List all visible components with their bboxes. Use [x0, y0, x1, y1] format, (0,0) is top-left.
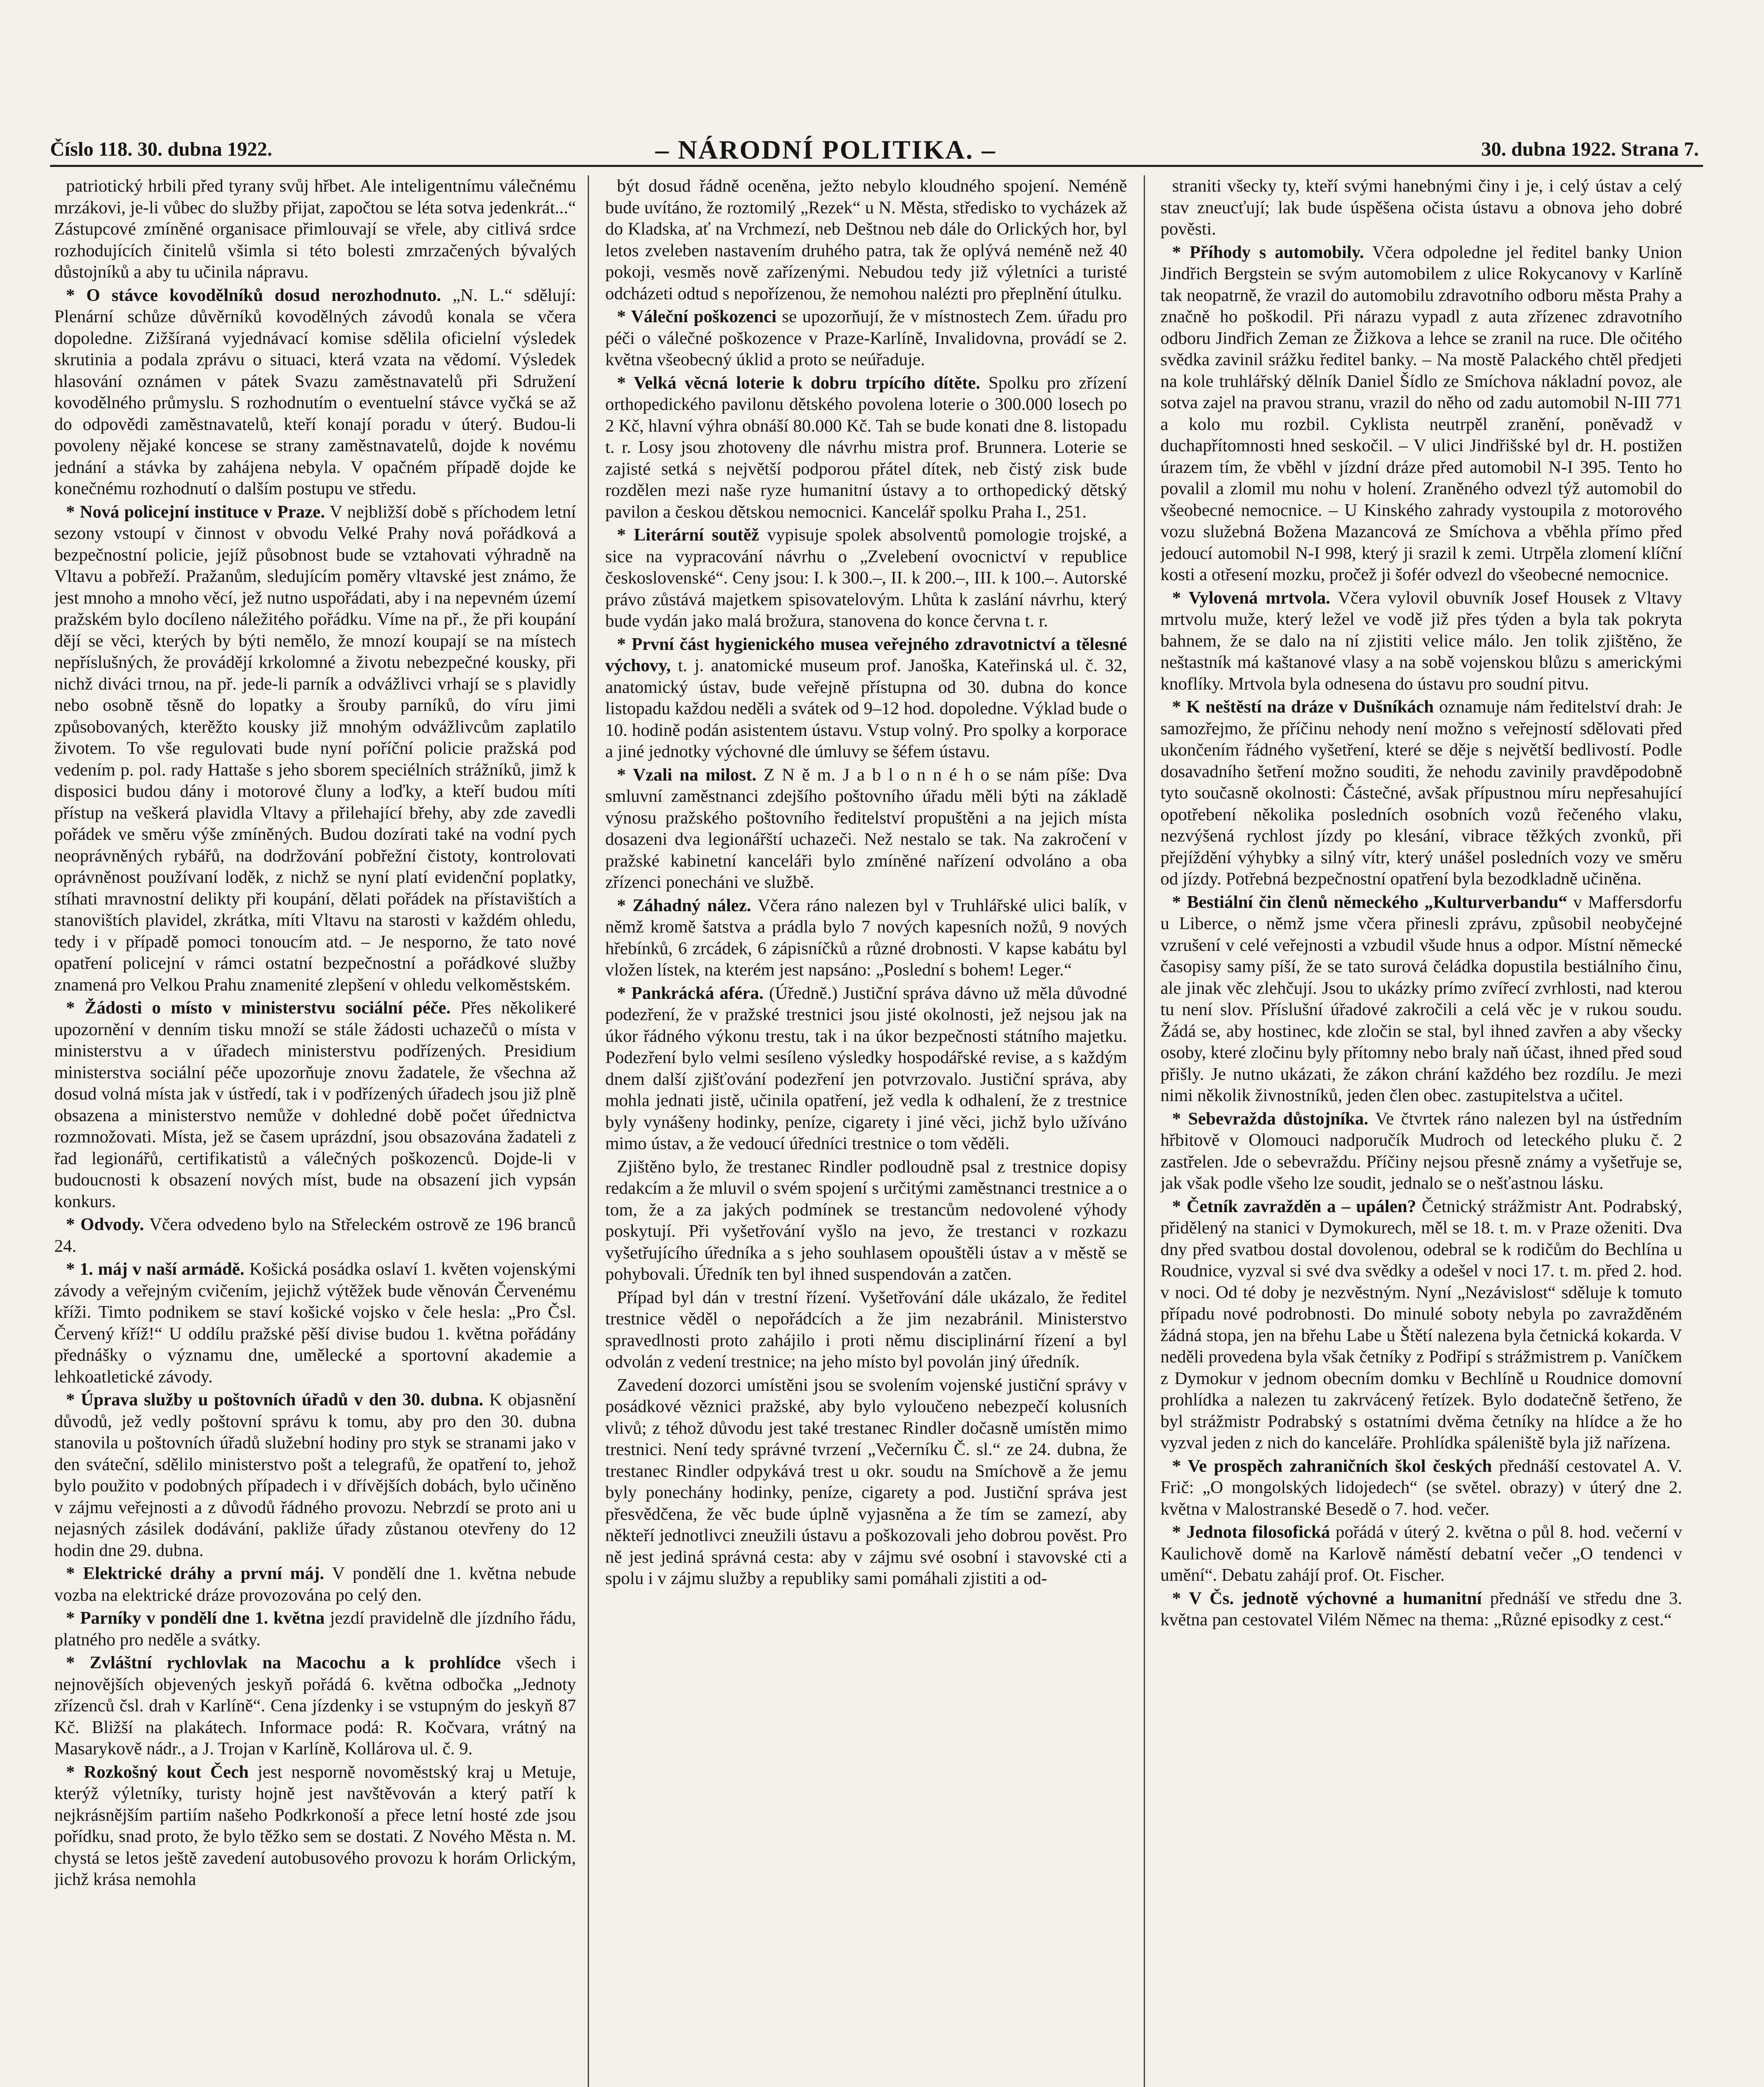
article-paragraph	[605, 895, 1127, 981]
article-paragraph	[605, 372, 1127, 523]
article-text: K objasnění důvodů, jež vedly poštovní správu k tomu, aby pro den 30. dubna stanovila u poštovních úřadů služební hodiny pro styk se stranami jako v den sváteční, sdělilo ministerstvo pošt a telegrafů, že opatření to, jehož bylo použito v podobných případech i v dřívějších dobách, bylo učiněno v zájmu veřejnosti a z důvodů řádného provozu. Nebrzdí se proto ani u nejasných zásilek dodávání, pakliže úřady zůstanou otevřeny do 12 hodin dne 29. dubna.	[54, 1390, 576, 1560]
article-heading: * Váleční poškozenci	[617, 307, 777, 326]
article-paragraph	[54, 1214, 576, 1257]
article-text: Ve čtvrtek ráno nalezen byl na ústředním hřbitově v Olomouci nadporučík Mudroch od leteckého pluku č. 2 zastřelen. Jde o sebevraždu. Příčiny nejsou přesně známy a vyšetřuje se, jak však podle všeho lze soudit, jednalo se o nešťastnou lásku.	[1160, 1109, 1682, 1193]
article-text: Spolku pro zřízení orthopedického pavilonu dětského povolena loterie o 300.000 losech po 2 Kč, hlavní výhra obnáší 80.000 Kč. Tah se bude konati dne 8. listopadu t. r. Losy jsou zhotoveny dle návrhu mistra prof. Brunnera. Loterie se zajisté setká s největší podporou přátel dítek, neb čistý zisk bude rozdělen mezi naše ryze humanitní ústavy a to orthopedický dětský pavilon a českou dětskou nemocnici. Kancelář spolku Praha I., 251.	[605, 373, 1127, 522]
article-paragraph	[1160, 1588, 1682, 1631]
article-heading: * Vylovená mrtvola.	[1172, 588, 1330, 608]
article-heading: * Odvody.	[66, 1215, 144, 1234]
article-text: Košická posádka oslaví 1. květen vojenskými závody a veřejným cvičením, jejichž výtěžek bude věnován Červenému kříži. Timto podnikem se staví košické vojsko v čele hesla: „Pro Čsl. Červený kříž!“ U oddílu pražské pěší divise budou 1. května pořádány přednášky o významu dne, umělecké a sportovní akademie a lehkoatletické závody.	[54, 1259, 576, 1387]
article-paragraph	[54, 1652, 576, 1760]
newspaper-title: – NÁRODNÍ POLITIKA. –	[655, 135, 996, 164]
column-1	[54, 175, 576, 2087]
article-heading: * Četník zavražděn a – upálen?	[1172, 1196, 1416, 1216]
article-paragraph	[54, 997, 576, 1212]
article-text: straniti všecky ty, kteří svými hanebnými činy i je, i celý ústav a celý stav zneucťují; lak bude úspěšena očista ústavu a obnova jeho dobré pověsti.	[1160, 176, 1682, 239]
date-page: 30. dubna 1922. Strana 7.	[1481, 138, 1699, 160]
article-heading: * Rozkošný kout Čech	[66, 1762, 249, 1782]
article-heading: * Nová policejní instituce v Praze.	[66, 502, 325, 522]
article-text: pořádá v úterý 2. května o půl 8. hod. večerní v Kaulichově domě na Karlově náměstí debatní večer „O tendenci v umění“. Debatu zahájí prof. Ot. Fischer.	[1160, 1522, 1682, 1585]
article-heading: * K neštěstí na dráze v Dušníkách	[1172, 697, 1434, 717]
article-text: Včera vylovil obuvník Josef Housek z Vltavy mrtvolu muže, který ležel ve vodě již přes týden a byla tak pokryta bahnem, že se dalo na ní zjistiti velice málo. Jen tolik zjištěno, že neštastník má kaštanové vlasy a na sobě vojenskou blůzu s americkými knoflíky. Mrtvola byla odnesena do ústavu pro soudní pitvu.	[1160, 588, 1682, 694]
article-paragraph	[605, 1156, 1127, 1285]
article-heading: * O stávce kovodělníků dosud nerozhodnuto.	[66, 285, 441, 305]
article-heading: * Velká věcná loterie k dobru trpícího dítěte.	[617, 373, 981, 393]
article-text: jest nesporně novoměstský kraj u Metuje, kterýž výletníky, turisty hojně jest navštěvován a který patří k nejkrásnějším partiím našeho Podkrkonoší a přece letní hosté zde jsou pořídku, snad proto, že bylo těžko sem se dostati. Z Nového Města n. M. chystá se letos ještě zavedení autobusového provozu k horám Orlickým, jichž krása nemohla	[54, 1762, 576, 1889]
article-text: „N. L.“ sdělují: Plenární schůze důvěrníků kovodělných závodů konala se včera dopoledne. Zižšíraná vyjednávací komise sdělila oficielní výsledek skrutinia a podala zprávu o situaci, která vzata na vědomí. Výsledek hlasování oznámen v pátek Svazu zaměstnavatelů při Sdružení kovodělného průmyslu. S rozhodnutím o eventuelní stávce vyčká se až do odpovědi zaměstnavatelů, kteří konají poradu v úterý. Budou-li povoleny nějaké koncese se strany zaměstnavatelů, dojde k novému jednání a stávka by zahájena nebyla. V opačném případě dojde ke konečnému rozhodnutí o dalším postupu ve středu.	[54, 285, 576, 498]
article-text: Přes několikeré upozornění v denním tisku množí se stále žádosti uchazečů o místa v ministerstvu a v úřadech ministerstvu podřízených. Presidium ministerstva sociální péče upozorňuje znovu žadatele, že všechna až dosud volná místa jak v ústředí, tak i v podřízených úřadech jsou již plně obsazena a ministerstvo nemůže v dohledné době počet úřednictva rozmnožovati. Místa, jež se časem uprázdní, jsou obsazována žadateli z řad legionářů, certifikatistů a válečných poškozenců. Dojde-li v budoucnosti k obsazení nových míst, bude na obsazení jich vypsán konkurs.	[54, 998, 576, 1211]
article-heading: * Zvláštní rychlovlak na Macochu a k prohlídce	[66, 1653, 501, 1673]
article-text: V nejbližší době s příchodem letní sezony vstoupí v činnost v obvodu Velké Prahy nová pořádková a bezpečnostní policie, jejíž působnost bude se vztahovati výhradně na Vltavu a pobřeží. Pražanům, sledujícím poměry vltavské jest známo, že jest mnoho a mnoho věcí, jež nutno uspořádati, aby i na nepevném území pražském bylo docíleno náležitého pořádku. Víme na př., že při koupání dějí se věci, kterých by býti nemělo, že mnozí koupají se na místech nepříslušných, že provádějí krkolomné a životu nebezpečné kousky, při nichž diváci trnou, na př. jede-li parník a odvážlivci vrhají se s plavidly nebo osobně těsně do lopatky a šrouby parníků, do víru jimi způsobovaných, kterěžto kousky již mnohým odvážlivcům zaplatilo životem. To vše regulovati bude nyní poříční policie pražská pod vedením p. pol. rady Hattaše s jeho sborem speciélních strážníků, jimž k disposici budou dány i motorové čluny a loďky, a kteří budou míti přístup na veškerá plavidla Vltavy a přilehající břehy, aby zde zavedli pořádek ve směru výše zmíněných. Budou dozírati také na vodní pych neoprávněných rybářů, na dodržování pobřežní čistoty, kontrolovati oprávněnost používaní loděk, z nichž se nyní platí evidenční poplatky, stíhati mravnostní delikty při koupání, dělati pořádek na přístavištích a stanovištích plavidel, zkrátka, míti Vltavu na starosti v každém ohledu, tedy i v případě pomoci tonoucím atd. – Je nesporno, že tato nové opatření policejní v rámci ostatní bezpečnostní a pořádkové služby znamená pro Velkou Prahu znamenité zlepšení v ohledu velkoměstském.	[54, 502, 576, 995]
article-paragraph	[605, 175, 1127, 304]
column-3	[1160, 175, 1682, 2087]
article-text: jezdí pravidelně dle jízdního řádu, platného pro neděle a svátky.	[54, 1608, 576, 1650]
article-paragraph	[54, 285, 576, 500]
article-text: všech i nejnovějších objevených jeskyň pořádá 6. května odbočka „Jednoty zřízenců čsl. drah v Karlíně“. Cena jízdenky i se vstupným do jeskyň 87 Kč. Bližší na plakátech. Informace podá: R. Kočvara, vrátný na Masarykově nádr., a J. Trojan v Karlíně, Kollárova ul. č. 9.	[54, 1653, 576, 1759]
article-paragraph	[54, 1258, 576, 1387]
article-text: Včera ráno nalezen byl v Truhlářské ulici balík, v němž kromě šatstva a prádla bylo 7 nových kapesních nožů, 9 nových hřebínků, 6 zrcádek, 6 zápisníčků a různé drobnosti. V kapse kabátu byl vložen lístek, na kterém jest napsáno: „Poslední s bohem! Leger.“	[605, 895, 1127, 980]
article-text: Četnický strážmistr Ant. Podrabský, přidělený na stanici v Dymokurech, měl se 18. t. m. v Praze oženiti. Dva dny před svatbou dostal dovolenou, odebral se k rodičům do Bechlína u Roudnice, vyzval si své dva svědky a odešel v noci 17. t. m. před 2. hod. v noci. Od té doby je nezvěstným. Nyní „Nezávislost“ sděluje k tomuto případu nové podrobnosti. Do minulé soboty nebyla po zavražděném žádná stopa, jen na břehu Labe u Štětí nalezena byla četnická kokarda. V neděli provedena byla však četníky z Podřipí s strážmistrem p. Vaníčkem z Dymokur v jednom obecním domku v Bechlíně u Roudnice domovní prohlídka a nalezen tu zakrvácený řetízek. Bylo dodatečně šetřeno, že byl strážmistr Podrabský s ostatními dvěma četníky na hlídce a že ho vyzval jeden z nich do kanceláře. Prohlídka spáleniště byla již nařízena.	[1160, 1196, 1682, 1453]
article-text: Z N ě m. J a b l o n n é h o se nám píše: Dva smluvní zaměstnanci zdejšího poštovního úřadu měli býti na základě výnosu pražského poštovního ředitelství propuštěni a na jejich místa dosazeni dva legionářští uchazeči. Než nestalo se tak. Na zakročení v pražské kabinetní kanceláři bylo zmíněné nařízení odvoláno a oba zřízenci ponecháni ve službě.	[605, 765, 1127, 892]
article-heading: * První část hygienického musea veřejného zdravotnictví a tělesné výchovy,	[605, 634, 1127, 675]
article-heading: * Ve prospěch zahraničních škol českých	[1172, 1456, 1492, 1476]
article-paragraph	[605, 524, 1127, 632]
article-heading: * V Čs. jednotě výchovné a humanitní	[1172, 1588, 1482, 1608]
article-text: se upozorňují, že v místnostech Zem. úřadu pro péči o válečné poškozence v Praze-Karlíně, Invalidovna, provádí se 2. května všeobecný úklid a proto se neúřaduje.	[605, 307, 1127, 369]
article-heading: * Elektrické dráhy a první máj.	[66, 1564, 324, 1583]
article-paragraph	[605, 634, 1127, 763]
column-separator	[1144, 175, 1145, 2087]
article-text: oznamuje nám ředitelství drah: Je samozřejmo, že příčinu nehody není možno s veřejností sdělovati před ukončením řádného vyšetření, které se děje s největší bedlivostí. Podle dosavadního šetření možno souditi, že nehodu zavinily pravděpodobně tyto současně okolnosti: Částečné, avšak přípustnou míru nepřesahující opotřebení několika posledních osobních vozů řečeného vlaku, nezvýšená rychlost jízdy po klesání, vibrace těžkých zvonků, při přejíždění výhybky a silný vítr, který unášel posledních vozy ve směru od jízdy. Potřebná bezpečnostní opatření byla bezodkladně učiněna.	[1160, 697, 1682, 889]
article-text: Včera odpoledne jel ředitel banky Union Jindřich Bergstein se svým automobilem z ulice Rokycanovy v Karlíně tak neopatrně, že vrazil do automobilu zdravotního odboru města Prahy a značně ho poškodil. Při nárazu vypadl z auta zřízenec zdravotního odboru Jindřich Zeman ze Žižkova a lehce se zranil na ruce. Dle očitého svědka zavinil srážku ředitel banky. – Na mostě Palackého chtěl předjeti na kole truhlářský dělník Daniel Šídlo ze Smíchova nákladní povoz, ale sotva zajel na pravou stranu, vrazil do něho od zadu automobil N-III 771 a kolo mu rozbil. Cyklista neutrpěl zranění, poněvadž v duchapřítomnosti hned seskočil. – V ulici Jindřišské byl dr. H. postižen úrazem tím, že vběhl v jízdní dráze před automobil N-I 395. Tento ho povalil a zlomil mu nohu v holení. Zraněného odvezl týž automobil do všeobecné nemocnice. – U Kinského zahrady vystoupila z motorového vozu služebná Božena Mazancová ze Smíchova a vběhla přímo před jedoucí automobil N-I 998, který ji srazil k zemi. Utrpěla zlomení klíční kosti a otřesení mozku, pročež ji šofér odvezl do všeobecné nemocnice.	[1160, 242, 1682, 584]
article-paragraph	[1160, 587, 1682, 695]
article-heading: * 1. máj v naší armádě.	[66, 1259, 245, 1279]
issue-number: Číslo 118. 30. dubna 1922.	[50, 138, 273, 160]
article-paragraph	[605, 1287, 1127, 1373]
article-text: V pondělí dne 1. května nebude vozba na elektrické dráze provozována po celý den.	[54, 1564, 576, 1605]
article-text: vypisuje spolek absolventů pomologie trojské, a sice na vypracování návrhu o „Zvelebení ovocnictví v republice československé“. Ceny jsou: I. k 300.–, II. k 200.–, III. k 100.–. Autorské právo zůstává majetkem spisovatelovým. Lhůta k zaslání návrhu, který bude vydán jako malá brožura, stanovena do konce června t. r.	[605, 525, 1127, 631]
column-2	[605, 175, 1127, 2087]
masthead-rule	[50, 165, 1703, 167]
article-text: přednáší cestovatel A. V. Frič: „O mongolských lidojedech“ (se světel. obrazy) v úterý dne 2. května v Malostranské Besedě o 7. hod. večer.	[1160, 1456, 1682, 1519]
article-paragraph	[1160, 175, 1682, 240]
article-text: být dosud řádně oceněna, ježto nebylo kloudného spojení. Neméně bude uvítáno, že roztomilý „Rezek“ u N. Města, středisko to vycházek až do Kladska, ať na Vrchmezí, neb Deštnou neb dále do Orlických hor, byl letos zveleben nastavením druhého patra, tak že oplývá neméně než 40 pokoji, vesměs nově zařízenými. Nebudou tedy již výletníci a turisté odcházeti odtud s nepořízenou, že nemohou nalézti pro přeplnění útulku.	[605, 176, 1127, 303]
article-heading: * Záhadný nález.	[617, 895, 751, 915]
article-text: Zavedení dozorci umístěni jsou se svolením vojenské justiční správy v posádkové věznici pražské, aby bylo vyloučeno nebezpečí kolusních vlivů; z téhož důvodu jest také trestanec Rindler dočasně umístěn mimo trestnici. Není tedy správné tvrzení „Večerníku Č. sl.“ ze 24. dubna, že trestanec Rindler odpykává trest u okr. soudu na Smíchově a že jemu byly ponechány hodinky, peníze, cigarety a pod. Justiční správa jest přesvědčena, že věc bude úplně vyjasněna a že tím se zamezí, aby někteří jednotlivci zneužili ústavu a poškozovali jeho dobrou pověst. Pro ně jest jediná správná cesta: aby v zájmu své osobní i stavovské cti a spolu i v zájmu služby a republiky sami pomáhali zjistiti a od-	[605, 1375, 1127, 1588]
article-paragraph	[54, 501, 576, 996]
article-text: Zjištěno bylo, že trestanec Rindler podloudně psal z trestnice dopisy redakcím a že mluvil o svém spojení s určitými zaměstnanci trestnice a o tom, že a za jakých podmínek se trestancům nedovolené výhody poskytují. Při vyšetřování vyšlo na jevo, že trestanci v rozkazu vyšetřujícího úředníka a s jeho souhlasem opouštěli ústav a v městě se pohybovali. Úředník ten byl ihned suspendován a zatčen.	[605, 1157, 1127, 1284]
article-text: přednáší ve středu dne 3. května pan cestovatel Vilém Němec na thema: „Různé episodky z cest.“	[1160, 1588, 1682, 1630]
article-paragraph	[54, 1563, 576, 1606]
article-heading: * Příhody s automobily.	[1172, 242, 1364, 262]
article-heading: * Sebevražda důstojníka.	[1172, 1109, 1369, 1129]
article-paragraph	[54, 1607, 576, 1650]
article-text: v Maffersdorfu u Liberce, o němž jsme včera přinesli zprávu, způsobil neobyčejné vzrušení v celé veřejnosti a vzbudil všude hnus a odpor. Místní německé časopisy samy píší, že se tato surová čeládka dopustila bestiálního činu, ale jinak věc zlehčují. Jsou to ukázky prímo zvířecí zvrhlosti, nad kterou tu není slov. Příslušní úřadové zakročili a celá věc je v rukou soudu. Žádá se, aby hostinec, kde zločin se stal, byl ihned zavřen a aby všecky osoby, které zločinu byly přítomny nebo braly naň účast, ihned před soud přišly. Je nutno ukázati, že zákon chrání každého bez rozdílu. Je mezi nimi několik živnostníků, jeden člen obec. zastupitelstva a učitel.	[1160, 892, 1682, 1105]
article-paragraph	[1160, 1455, 1682, 1520]
article-paragraph	[605, 1374, 1127, 1589]
article-text: patriotický hrbili před tyrany svůj hřbet. Ale inteligentnímu válečnému mrzákovi, je-li vůbec do služby přijat, započtou se léta sotva jedenkrát...“ Zástupcové zmíněné organisace přimlouvají se vřele, aby citlivá srdce rozhodujících činitelů všimla si této bolesti zmrzačených bývalých důstojníků a aby tu učinila nápravu.	[54, 176, 576, 282]
article-text: Včera odvedeno bylo na Střeleckém ostrově ze 196 branců 24.	[54, 1215, 576, 1256]
article-paragraph	[605, 983, 1127, 1155]
article-heading: * Parníky v pondělí dne 1. května	[66, 1608, 325, 1628]
column-separator	[588, 175, 589, 2087]
article-heading: * Úprava služby u poštovních úřadů v den 30. dubna.	[66, 1390, 483, 1410]
article-paragraph	[1160, 1108, 1682, 1194]
article-heading: * Bestiální čin členů německého „Kulturverbandu“	[1172, 892, 1567, 912]
article-paragraph	[1160, 1521, 1682, 1586]
article-heading: * Vzali na milost.	[617, 765, 756, 785]
newspaper-page	[38, 125, 1707, 2087]
masthead	[38, 125, 1707, 163]
article-paragraph	[605, 764, 1127, 893]
article-paragraph	[54, 1389, 576, 1561]
article-paragraph	[1160, 892, 1682, 1107]
article-heading: * Literární soutěž	[617, 525, 759, 545]
article-text: (Úředně.) Justiční správa dávno už měla důvodné podezření, že v pražské trestnici jsou jisté okolnosti, jež nejsou jak na úkor řádného výkonu trestu, tak i na úkor bezpečnosti státního majetku. Podezření bylo velmi sesíleno výsledky hospodářské revise, a s každým dnem další zjišťování podezření jen potvrzovalo. Justiční správa, aby mohla jednati jistě, učinila opatření, jež vedla k odhalení, že z trestnice byly vynášeny hodinky, peníze, cigarety i jiné věci, jichž bylo užíváno mimo ústav, a že vedoucí úředníci trestnice o tom věděli.	[605, 983, 1127, 1153]
article-text: t. j. anatomické museum prof. Janoška, Kateřinská ul. č. 32, anatomický ústav, bude veřejně přístupna od 30. dubna do konce listopadu každou neděli a svátek od 9–12 hod. dopoledne. Výklad bude o 10. hodině podán asistentem ústavu. Vstup volný. Pro spolky a korporace a jiné jednotky výchovné dle úmluvy se šéfem ústavu.	[605, 656, 1127, 761]
article-paragraph	[1160, 242, 1682, 586]
article-paragraph	[605, 306, 1127, 371]
article-text: Případ byl dán v trestní řízení. Vyšetřování dále ukázalo, že ředitel trestnice věděl o nepořádcích a že jim nezabránil. Ministerstvo spravedlnosti proto zahájilo i proti němu disciplinární řízení a byl odvolán z vedení trestnice; na jeho místo byl povolán jiný úředník.	[605, 1287, 1127, 1372]
article-paragraph	[54, 175, 576, 283]
article-paragraph	[1160, 696, 1682, 890]
article-heading: * Žádosti o místo v ministerstvu sociální péče.	[66, 998, 451, 1018]
article-paragraph	[54, 1761, 576, 1890]
article-paragraph	[1160, 1196, 1682, 1454]
article-heading: * Jednota filosofická	[1172, 1522, 1330, 1542]
article-heading: * Pankrácká aféra.	[617, 983, 764, 1003]
